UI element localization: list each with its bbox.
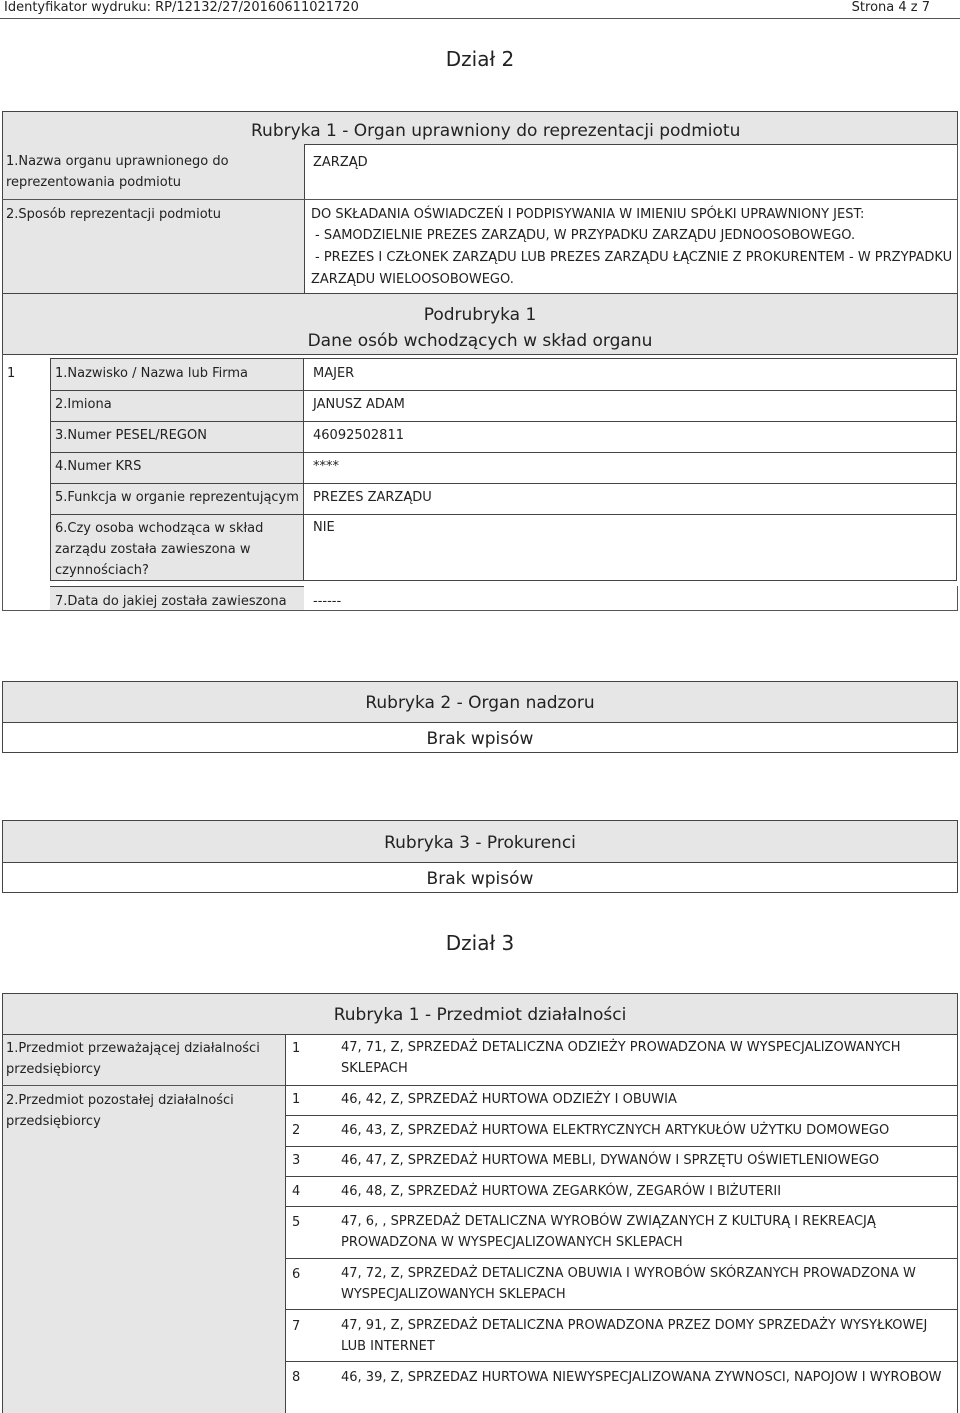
other-item-number: 8: [292, 1370, 301, 1385]
primary-activity-label: 1.Przedmiot przeważającej działalności przedsiębiorcy: [6, 1041, 260, 1077]
person-right-border: [957, 586, 958, 611]
other-item-text: 46, 48, Z, SPRZEDAŻ HURTOWA ZEGARKÓW, ZEGARÓW I BIŻUTERII: [341, 1184, 782, 1199]
other-item-number: 7: [292, 1319, 301, 1334]
rubryka-1-title: Rubryka 1 - Organ uprawniony do reprezentacji podmiotu: [251, 121, 741, 141]
rubryka-2-empty: Brak wpisów: [426, 729, 534, 749]
rubryka-3-title: Rubryka 3 - Prokurenci: [384, 833, 576, 853]
person-bottom-border: [2, 610, 958, 611]
suspended-label: 6.Czy osoba wchodząca w skład zarządu została zawieszona w czynnościach?: [55, 521, 264, 578]
surname-value: MAJER: [313, 366, 355, 381]
organ-name-value: ZARZĄD: [313, 155, 368, 170]
rubryka-2-title: Rubryka 2 - Organ nadzoru: [365, 693, 595, 713]
other-item-number: 2: [292, 1123, 301, 1138]
value-cell: [303, 452, 957, 484]
right-border: [957, 144, 958, 294]
header-divider: [0, 18, 960, 19]
other-item-text: 46, 47, Z, SPRZEDAŻ HURTOWA MEBLI, DYWANÓW I SPRZĘTU OŚWIETLENIOWEGO: [341, 1153, 880, 1168]
representation-line-3: - PREZES I CZŁONEK ZARZĄDU LUB PREZES ZARZĄDU ŁĄCZNIE Z PROKURENTEM - W PRZYPADKU: [315, 250, 953, 265]
organ-name-label: 1.Nazwa organu uprawnionego do reprezentowania podmiotu: [6, 154, 229, 190]
other-item-text: 47, 91, Z, SPRZEDAŻ DETALICZNA PROWADZONA PRZEZ DOMY SPRZEDAŻY WYSYŁKOWEJ LUB INTERNET: [341, 1318, 928, 1354]
other-item-text: 47, 72, Z, SPRZEDAŻ DETALICZNA OBUWIA I WYROBÓW SKÓRZANYCH PROWADZONA W WYSPECJALIZOWANYCH SKLEPACH: [341, 1266, 916, 1302]
suspended-value: NIE: [313, 520, 335, 535]
other-item-number: 3: [292, 1153, 301, 1168]
section-title-dzial-2: Dział 2: [445, 47, 515, 71]
section-title-dzial-3: Dział 3: [445, 931, 515, 955]
suspended-until-value: ------: [313, 594, 342, 609]
other-item-number: 6: [292, 1267, 301, 1282]
other-item-number: 4: [292, 1184, 301, 1199]
other-item-text: 46, 39, Z, SPRZEDAŻ HURTOWA NIEWYSPECJALIZOWANA ŻYWNOŚCI, NAPOJÓW I WYROBÓW: [341, 1370, 942, 1385]
person-left-border: [2, 354, 3, 611]
primary-item-number: 1: [292, 1041, 301, 1056]
function-label: 5.Funkcja w organie reprezentującym: [55, 490, 299, 505]
representation-line-1: DO SKŁADANIA OŚWIADCZEŃ I PODPISYWANIA W IMIENIU SPÓŁKI UPRAWNIONY JEST:: [311, 207, 865, 222]
value-cell: [303, 358, 957, 391]
other-activity-label: 2.Przedmiot pozostałej działalności przedsiębiorcy: [6, 1093, 234, 1129]
rubryka-3-empty: Brak wpisów: [426, 869, 534, 889]
label-divider: [2, 1085, 286, 1086]
first-names-value: JANUSZ ADAM: [313, 397, 405, 412]
other-item-text: 47, 6, , SPRZEDAŻ DETALICZNA WYROBÓW ZWIĄZANYCH Z KULTURĄ I REKREACJĄ PROWADZONA W WYSPECJALIZOWANYCH SKLEPACH: [341, 1214, 876, 1250]
pesel-value: 46092502811: [313, 428, 404, 443]
other-item-number: 5: [292, 1215, 301, 1230]
podrubryka-title: Podrubryka 1: [423, 305, 537, 325]
other-item-text: 46, 43, Z, SPRZEDAŻ HURTOWA ELEKTRYCZNYCH ARTYKUŁÓW UŻYTKU DOMOWEGO: [341, 1123, 890, 1138]
page-number: Strona 4 z 7: [851, 0, 930, 15]
function-value: PREZES ZARZĄDU: [313, 490, 432, 505]
first-names-label: 2.Imiona: [55, 397, 112, 412]
podrubryka-subtitle: Dane osób wchodzących w skład organu: [307, 331, 653, 351]
print-identifier: Identyfikator wydruku: RP/12132/27/20160611021720: [4, 0, 359, 15]
row-divider: [2, 199, 958, 200]
krs-value: ****: [313, 459, 339, 474]
krs-label: 4.Numer KRS: [55, 459, 142, 474]
value-cell: [303, 514, 957, 581]
other-item-text: 46, 42, Z, SPRZEDAŻ HURTOWA ODZIEŻY I OBUWIA: [341, 1092, 677, 1107]
suspended-until-label: 7.Data do jakiej została zawieszona: [55, 594, 287, 609]
primary-item-text: 47, 71, Z, SPRZEDAŻ DETALICZNA ODZIEŻY PROWADZONA W WYSPECJALIZOWANYCH SKLEPACH: [341, 1040, 901, 1076]
przedmiot-title: Rubryka 1 - Przedmiot działalności: [333, 1005, 627, 1025]
representation-line-2: - SAMODZIELNIE PREZES ZARZĄDU, W PRZYPADKU ZARZĄDU JEDNOOSOBOWEGO.: [315, 228, 856, 243]
other-item-cell: [285, 1361, 958, 1413]
person-row-number: 1: [7, 366, 16, 381]
representation-label: 2.Sposób reprezentacji podmiotu: [6, 207, 221, 222]
pesel-label: 3.Numer PESEL/REGON: [55, 428, 207, 443]
other-item-number: 1: [292, 1092, 301, 1107]
representation-line-4: ZARZĄDU WIELOOSOBOWEGO.: [311, 272, 514, 287]
surname-label: 1.Nazwisko / Nazwa lub Firma: [55, 366, 248, 381]
